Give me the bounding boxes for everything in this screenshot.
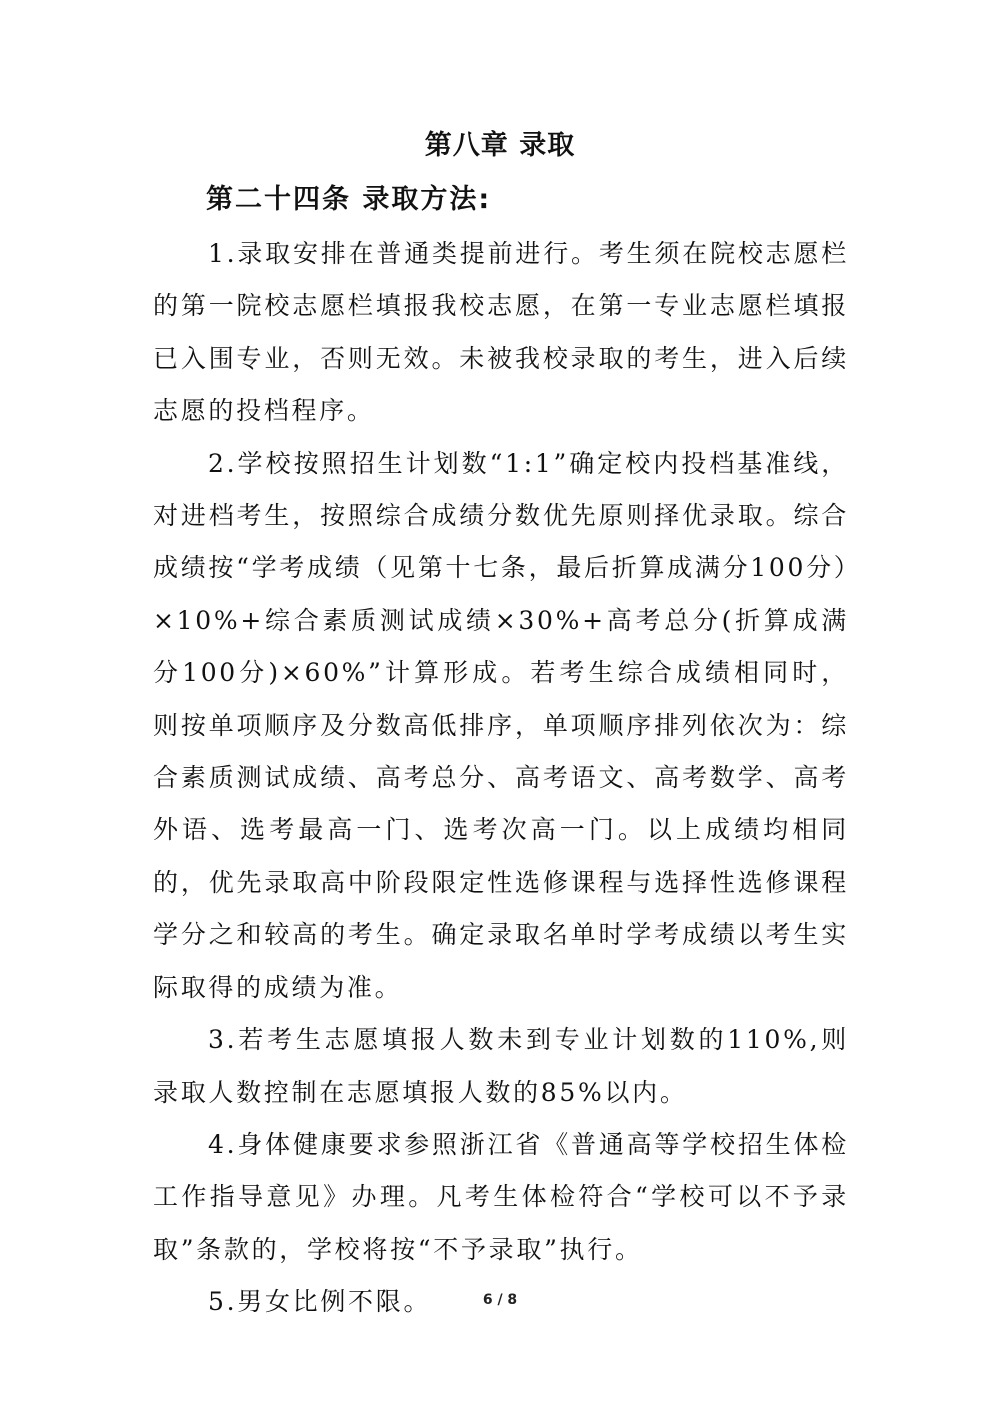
paragraph-2: 2.学校按照招生计划数“1:1”确定校内投档基准线，对进档考生，按照综合成绩分数优先原则择优录取。综合成绩按“学考成绩（见第十七条，最后折算成满分100分）×10%+综合素质测试成绩×30%+高考总分(折算成满分100分)×60%”计算形成。若考生综合成绩相同时，则按单项顺序及分数高低排序，单项顺序排列依次为：综合素质测试成绩、高考总分、高考语文、高考数学、高考外语、选考最高一门、选考次高一门。以上成绩均相同的，优先录取高中阶段限定性选修课程与选择性选修课程学分之和较高的考生。确定录取名单时学考成绩以考生实际取得的成绩为准。 [153, 448, 849, 1002]
article-body [153, 228, 849, 1329]
article-heading: 第二十四条 录取方法: [206, 184, 492, 215]
chapter-title: 第八章 录取 [424, 130, 576, 161]
page-number: 6 / 8 [482, 1292, 518, 1308]
paragraph-4: 4.身体健康要求参照浙江省《普通高等学校招生体检工作指导意见》办理。凡考生体检符合“学校可以不予录取”条款的，学校将按“不予录取”执行。 [153, 1129, 849, 1264]
paragraph-5: 5.男女比例不限。 [208, 1287, 432, 1317]
paragraph-3: 3.若考生志愿填报人数未到专业计划数的110%,则录取人数控制在志愿填报人数的85%以内。 [153, 1025, 849, 1107]
paragraph-1: 1.录取安排在普通类提前进行。考生须在院校志愿栏的第一院校志愿栏填报我校志愿，在第一专业志愿栏填报已入围专业，否则无效。未被我校录取的考生，进入后续志愿的投档程序。 [153, 239, 849, 426]
